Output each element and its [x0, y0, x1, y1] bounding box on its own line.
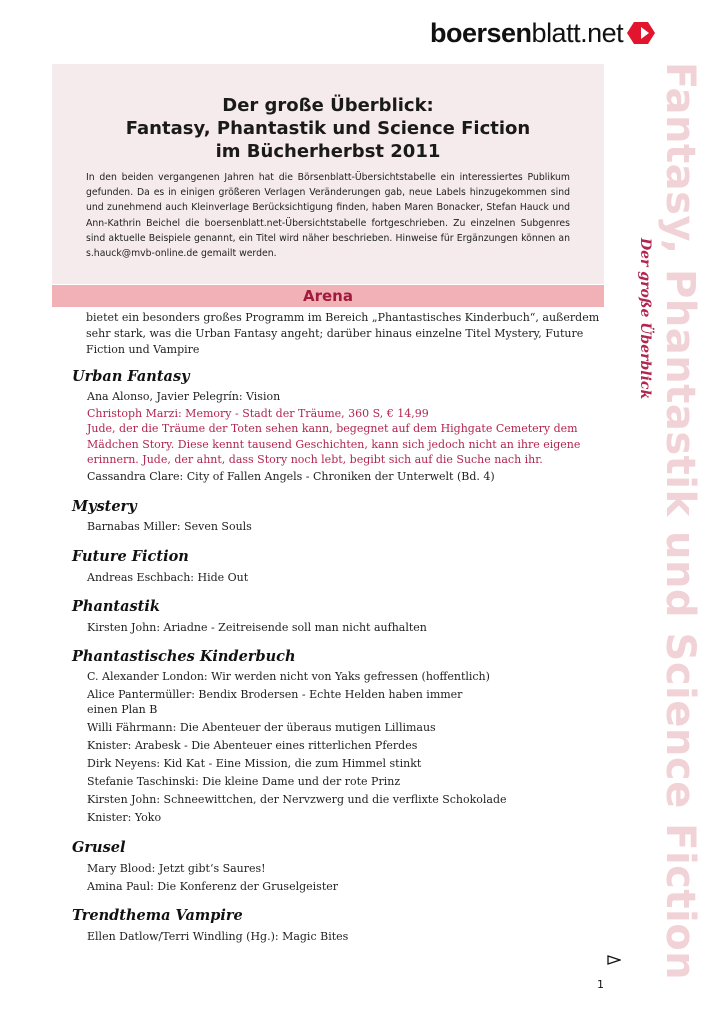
list-item: Amina Paul: Die Konferenz der Gruselgeister: [87, 880, 339, 893]
intro-text: In den beiden vergangenen Jahren hat die Börsenblatt-Übersichtstabelle ein interessiertes Publikum gefunden. Da es in einigen größeren Verlagen Veränderungen gab, neue Labels hinzugekommen sind und zunehmend auch Kleinverlage Berücksichtigung finden, haben Maren Bonacker, Stefan Hauck und Ann-Kathrin Beichel die boersenblatt.net-Übersichtstabelle fortgeschrieben. Zu einzelnen Subgenres sind aktuelle Beispiele genannt, ein Titel wird näher beschrieben. Hinweise für Ergänzungen können an s.hauck@mvb-online.de gemailt werden.: [86, 172, 570, 260]
list-item: Ana Alonso, Javier Pelegrín: Vision: [87, 390, 281, 403]
list-item: Dirk Neyens: Kid Kat - Eine Mission, die zum Himmel stinkt: [87, 757, 422, 770]
list-item: Kirsten John: Schneewittchen, der Nervzwerg und die verflixte Schokolade: [87, 793, 507, 806]
title-line-1: Der große Überblick:: [222, 95, 434, 116]
section-heading-urban-fantasy: Urban Fantasy: [72, 368, 190, 385]
logo-light: blatt: [531, 17, 581, 48]
section-heading-grusel: Grusel: [72, 839, 126, 856]
logo-tail: net: [587, 17, 624, 48]
list-item: Andreas Eschbach: Hide Out: [87, 571, 249, 584]
list-item: Cassandra Clare: City of Fallen Angels - Chroniken der Unterwelt (Bd. 4): [87, 470, 495, 483]
list-item: Barnabas Miller: Seven Souls: [87, 520, 252, 533]
publisher-lead: bietet ein besonders großes Programm im Bereich „Phantastisches Kinderbuch“, außerdem sehr stark, was die Urban Fantasy angeht; darüber hinaus einzelne Titel Mystery, Future Fiction und Vampire: [86, 311, 600, 357]
page-number: 1: [597, 978, 604, 991]
list-item: Mary Blood: Jetzt gibt‘s Saures!: [87, 862, 266, 875]
list-item: Ellen Datlow/Terri Windling (Hg.): Magic Bites: [87, 930, 349, 943]
section-heading-vampire: Trendthema Vampire: [72, 907, 243, 924]
section-heading-future-fiction: Future Fiction: [72, 548, 189, 565]
publisher-bar: [52, 285, 604, 307]
title-line-2: Fantasy, Phantastik und Science Fiction: [125, 118, 531, 139]
featured-title: Christoph Marzi: Memory - Stadt der Träume, 360 S, € 14,99: [87, 407, 429, 420]
title-line-3: im Bücherherbst 2011: [215, 141, 441, 162]
list-item: Stefanie Taschinski: Die kleine Dame und der rote Prinz: [87, 775, 401, 788]
list-item: Knister: Yoko: [87, 811, 162, 824]
side-title: Fantasy, Phantastik und Science Fiction: [657, 62, 703, 981]
list-item: Willi Fährmann: Die Abenteuer der überaus mutigen Lillimaus: [87, 721, 436, 734]
page-title: [52, 94, 604, 163]
logo-dot: .: [580, 17, 588, 48]
list-item: Kirsten John: Ariadne - Zeitreisende soll man nicht aufhalten: [87, 621, 427, 634]
intro-panel: [52, 64, 604, 284]
publisher-name: Arena: [303, 287, 353, 305]
section-heading-phantastik: Phantastik: [72, 598, 160, 615]
list-item: C. Alexander London: Wir werden nicht von Yaks gefressen (hoffentlich): [87, 670, 490, 683]
next-page-arrow-icon[interactable]: [607, 955, 621, 965]
logo-mark-icon: [626, 18, 656, 48]
list-item: Alice Pantermüller: Bendix Brodersen - Echte Helden haben immer einen Plan B: [87, 688, 463, 716]
boersenblatt-logo[interactable]: [430, 16, 656, 50]
publisher-description: [86, 310, 601, 359]
list-item: Knister: Arabesk - Die Abenteuer eines ritterlichen Pferdes: [87, 739, 418, 752]
featured-description: Jude, der die Träume der Toten sehen kann, begegnet auf dem Highgate Cemetery dem Mädchen Story. Diese kennt tausend Geschichten, kann sich jedoch nicht an ihre eigene erinnern. Jude, der ahnt, dass Story noch lebt, begibt sich auf die Suche nach ihr.: [87, 422, 581, 466]
section-heading-kinderbuch: Phantastisches Kinderbuch: [72, 648, 296, 665]
section-heading-mystery: Mystery: [72, 498, 137, 515]
side-subtitle: Der große Überblick: [637, 238, 653, 400]
logo-bold: boersen: [430, 17, 532, 48]
